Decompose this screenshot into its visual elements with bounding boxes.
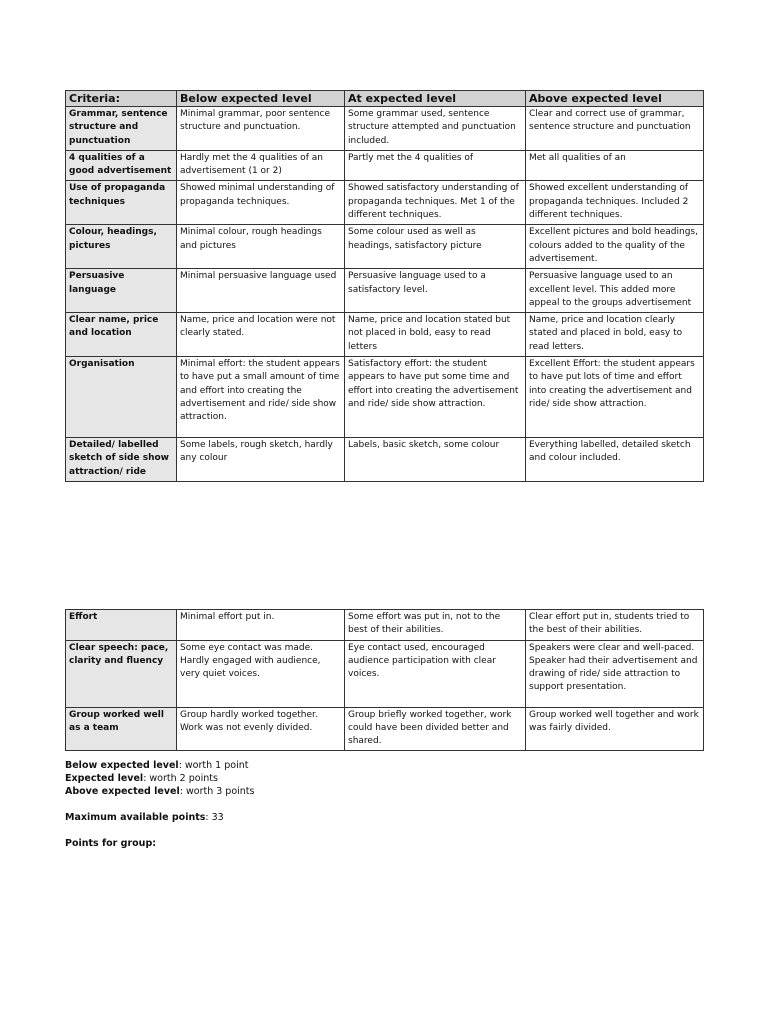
below-cell: Showed minimal understanding of propaganda techniques. (177, 181, 345, 225)
rubric-table-presentation (65, 609, 704, 751)
criteria-cell: Persuasive language (66, 269, 177, 313)
above-level-label: Above expected level (65, 786, 180, 797)
at-cell: Persuasive language used to a satisfactory level. (345, 269, 526, 313)
above-level-note (65, 785, 254, 798)
max-points-note (65, 811, 254, 824)
below-cell: Minimal persuasive language used (177, 269, 345, 313)
below-cell: Some labels, rough sketch, hardly any colour (177, 438, 345, 482)
criteria-cell: Grammar, sentence structure and punctuation (66, 107, 177, 151)
expected-level-value: : worth 2 points (143, 773, 218, 784)
max-points-label: Maximum available points (65, 812, 206, 823)
below-cell: Minimal effort put in. (177, 610, 345, 641)
criteria-cell: Detailed/ labelled sketch of side show attraction/ ride (66, 438, 177, 482)
criteria-cell: Group worked well as a team (66, 707, 177, 751)
below-cell: Name, price and location were not clearly stated. (177, 313, 345, 357)
at-cell: Satisfactory effort: the student appears to have put some time and effort into creating the advertisement and ride/ side show attraction. (345, 357, 526, 438)
above-cell: Persuasive language used to an excellent level. This added more appeal to the groups advertisement (526, 269, 704, 313)
below-cell: Some eye contact was made. Hardly engaged with audience, very quiet voices. (177, 640, 345, 707)
header-criteria: Criteria: (66, 91, 177, 107)
table-row (66, 707, 704, 751)
at-cell: Eye contact used, encouraged audience participation with clear voices. (345, 640, 526, 707)
expected-level-label: Expected level (65, 773, 144, 784)
above-cell: Name, price and location clearly stated and placed in bold, easy to read letters. (526, 313, 704, 357)
above-cell: Speakers were clear and well-paced. Speaker had their advertisement and drawing of ride/ side attraction to support presentation. (526, 640, 704, 707)
criteria-cell: Colour, headings, pictures (66, 225, 177, 269)
below-level-value: : worth 1 point (178, 760, 249, 771)
criteria-cell: Use of propaganda techniques (66, 181, 177, 225)
above-cell: Met all qualities of an (526, 150, 704, 181)
group-points-note (65, 837, 254, 850)
above-cell: Clear effort put in, students tried to the best of their abilities. (526, 610, 704, 641)
criteria-cell: 4 qualities of a good advertisement (66, 150, 177, 181)
criteria-cell: Clear name, price and location (66, 313, 177, 357)
header-above: Above expected level (526, 91, 704, 107)
table-row (66, 181, 704, 225)
at-cell: Some colour used as well as headings, satisfactory picture (345, 225, 526, 269)
criteria-cell: Organisation (66, 357, 177, 438)
above-level-value: : worth 3 points (179, 786, 255, 797)
expected-level-note (65, 772, 254, 785)
at-cell: Some effort was put in, not to the best of their abilities. (345, 610, 526, 641)
rubric-table-main (65, 90, 704, 482)
above-cell: Everything labelled, detailed sketch and colour included. (526, 438, 704, 482)
criteria-cell: Clear speech: pace, clarity and fluency (66, 640, 177, 707)
table-row (66, 225, 704, 269)
header-at: At expected level (345, 91, 526, 107)
at-cell: Some grammar used, sentence structure attempted and punctuation included. (345, 107, 526, 151)
table-row (66, 438, 704, 482)
at-cell: Group briefly worked together, work could have been divided better and shared. (345, 707, 526, 751)
at-cell: Showed satisfactory understanding of propaganda techniques. Met 1 of the different techniques. (345, 181, 526, 225)
at-cell: Name, price and location stated but not placed in bold, easy to read letters (345, 313, 526, 357)
above-cell: Clear and correct use of grammar, sentence structure and punctuation (526, 107, 704, 151)
table-row (66, 313, 704, 357)
scoring-notes (65, 759, 254, 850)
table-row (66, 640, 704, 707)
above-cell: Showed excellent understanding of propaganda techniques. Included 2 different techniques. (526, 181, 704, 225)
below-level-label: Below expected level (65, 760, 179, 771)
table-row (66, 150, 704, 181)
below-cell: Minimal colour, rough headings and pictures (177, 225, 345, 269)
below-level-note (65, 759, 254, 772)
table-row (66, 269, 704, 313)
table-row (66, 357, 704, 438)
above-cell: Group worked well together and work was fairly divided. (526, 707, 704, 751)
below-cell: Hardly met the 4 qualities of an advertisement (1 or 2) (177, 150, 345, 181)
at-cell: Partly met the 4 qualities of (345, 150, 526, 181)
below-cell: Minimal grammar, poor sentence structure and punctuation. (177, 107, 345, 151)
below-cell: Group hardly worked together. Work was not evenly divided. (177, 707, 345, 751)
max-points-value: : 33 (205, 812, 224, 823)
above-cell: Excellent pictures and bold headings, colours added to the quality of the advertisement. (526, 225, 704, 269)
table-row (66, 610, 704, 641)
header-row (66, 91, 704, 107)
at-cell: Labels, basic sketch, some colour (345, 438, 526, 482)
header-below: Below expected level (177, 91, 345, 107)
table-row (66, 107, 704, 151)
above-cell: Excellent Effort: the student appears to have put lots of time and effort into creating the advertisement and ride/ side show attraction. (526, 357, 704, 438)
group-points-label: Points for group: (65, 838, 157, 849)
criteria-cell: Effort (66, 610, 177, 641)
below-cell: Minimal effort: the student appears to have put a small amount of time and effort into creating the advertisement and ride/ side show attraction. (177, 357, 345, 438)
